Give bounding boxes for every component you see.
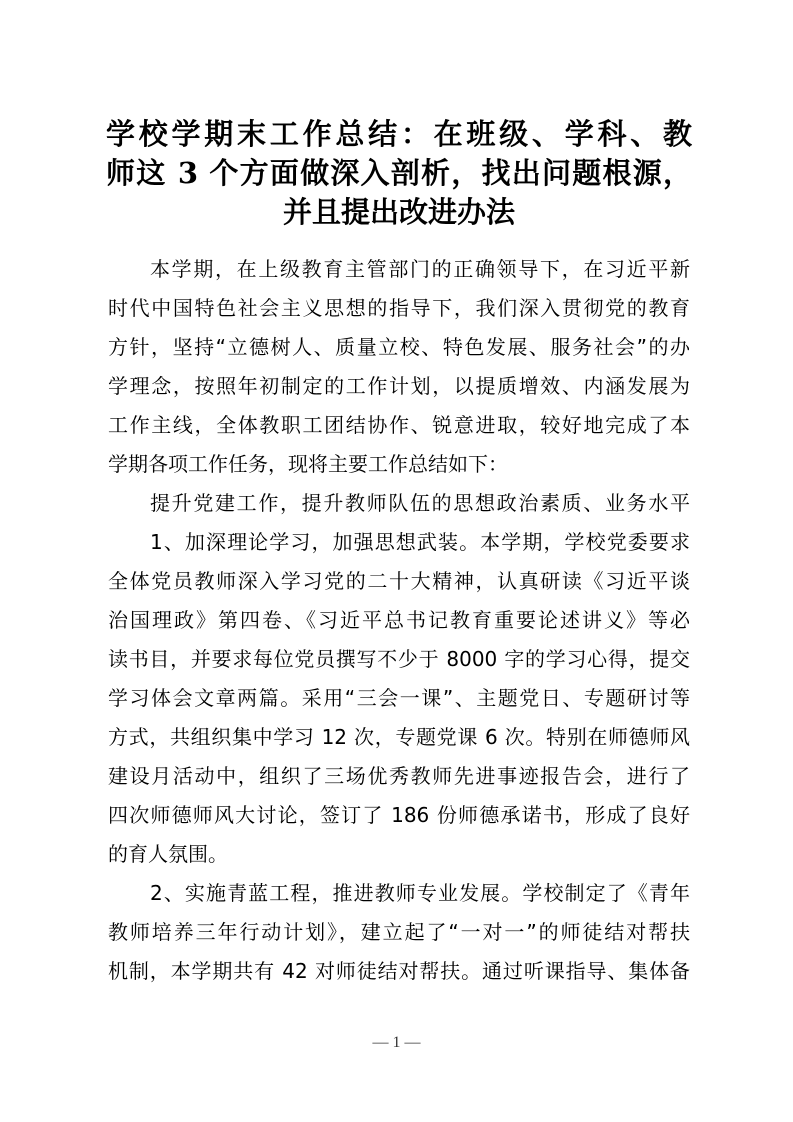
text-line: 方式，共组织集中学习 12 次，专题党课 6 次。特别在师德师风	[108, 725, 690, 749]
text-line: 全体党员教师深入学习党的二十大精神，认真研读《习近平谈	[108, 569, 690, 593]
text-line: 提升党建工作，提升教师队伍的思想政治素质、业务水平	[150, 491, 690, 515]
text-line: 读书目，并要求每位党员撰写不少于 8000 字的学习心得，提交	[108, 647, 690, 671]
text-line: 教师培养三年行动计划》，建立起了“一对一”的师徒结对帮扶	[108, 920, 690, 944]
text-line: 1、加深理论学习，加强思想武装。本学期，学校党委要求	[150, 530, 690, 554]
section-heading	[108, 484, 690, 523]
text-line: 的育人氛围。	[108, 842, 228, 866]
text-line: 学期各项工作任务，现将主要工作总结如下：	[108, 452, 508, 476]
paragraph-intro	[108, 250, 690, 484]
text-line: 四次师德师风大讨论，签订了 186 份师德承诺书，形成了良好	[108, 803, 690, 827]
text-line: 工作主线，全体教职工团结协作、锐意进取，较好地完成了本	[108, 413, 690, 437]
text-line: 2、实施青蓝工程，推进教师专业发展。学校制定了《青年	[150, 881, 690, 905]
text-line: 机制，本学期共有 42 对师徒结对帮扶。通过听课指导、集体备	[108, 959, 690, 983]
paragraph-theory-study	[108, 523, 690, 874]
text-line: 学理念，按照年初制定的工作计划，以提质增效、内涵发展为	[108, 374, 690, 398]
document-title	[106, 115, 692, 232]
text-line: 时代中国特色社会主义思想的指导下，我们深入贯彻党的教育	[108, 296, 690, 320]
document-body	[108, 250, 690, 991]
title-line: 师这 3 个方面做深入剖析，找出问题根源，	[106, 156, 692, 190]
text-line: 方针，坚持“立德树人、质量立校、特色发展、服务社会”的办	[108, 335, 690, 359]
title-line: 学校学期末工作总结：在班级、学科、教	[106, 117, 692, 151]
text-line: 建设月活动中，组织了三场优秀教师先进事迹报告会，进行了	[108, 764, 690, 788]
title-line: 并且提出改进办法	[282, 195, 515, 229]
paragraph-qinglan-project	[108, 874, 690, 991]
text-line: 治国理政》第四卷、《习近平总书记教育重要论述讲义》等必	[108, 608, 690, 632]
page-number: — 1 —	[372, 1034, 421, 1051]
text-line: 学习体会文章两篇。采用“三会一课”、主题党日、专题研讨等	[108, 686, 690, 710]
text-line: 本学期，在上级教育主管部门的正确领导下，在习近平新	[150, 257, 690, 281]
